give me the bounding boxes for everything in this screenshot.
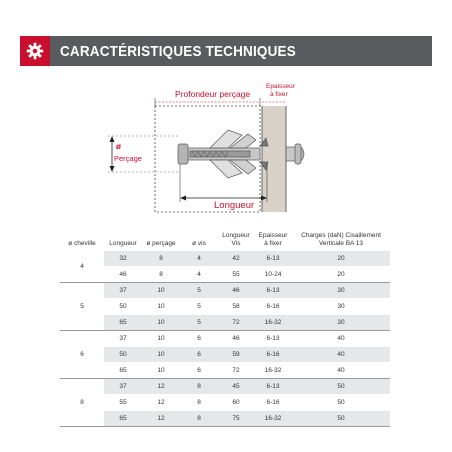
table-cell: 10-24 [254,267,292,283]
table-cell: 12 [142,411,180,427]
col-header-cheville: ø cheville [68,240,96,247]
table-cell: 10 [142,363,180,379]
table-cell: 58 [218,299,254,315]
epaisseur-label-line2: à fixer [270,91,288,98]
table-row [60,283,390,299]
table-cell: 65 [104,411,142,427]
table-cell: 8 [142,267,180,283]
table-cell: 6 [180,363,218,379]
table-cell: 50 [104,347,142,363]
cheville-cell: 4 [60,251,104,283]
diameter-symbol: ø [116,142,121,151]
spec-table [60,232,390,427]
table-cell: 6-13 [254,379,292,395]
table-cell: 37 [104,331,142,347]
table-cell: 65 [104,315,142,331]
table-cell: 46 [218,283,254,299]
table-header-row [60,232,390,251]
table-cell: 6-16 [254,347,292,363]
table-cell: 30 [292,299,390,315]
table-cell: 12 [142,395,180,411]
wall-section [262,106,286,212]
table-cell: 10 [142,299,180,315]
table-cell: 6-13 [254,283,292,299]
table-cell: 16-32 [254,363,292,379]
percage-label: Perçage [114,154,142,163]
table-cell: 37 [104,283,142,299]
cheville-cell: 5 [60,283,104,331]
table-cell: 20 [292,251,390,267]
col-header-charges: Charges (daN) Cisaillement Verticale BA 13 [301,232,381,247]
table-cell: 75 [218,411,254,427]
section-header [20,36,432,66]
table-cell: 6 [180,347,218,363]
anchor-drawing [90,80,360,220]
table-cell: 72 [218,315,254,331]
table-cell: 55 [218,267,254,283]
table-cell: 59 [218,347,254,363]
table-cell: 72 [218,363,254,379]
table-row [60,347,390,363]
table-cell: 5 [180,315,218,331]
col-header-longueur: Longueur [109,240,137,247]
table-row [60,379,390,395]
table-cell: 6 [180,331,218,347]
table-cell: 5 [180,299,218,315]
table-cell: 50 [292,411,390,427]
table-cell: 30 [292,283,390,299]
table-cell: 45 [218,379,254,395]
table-row [60,267,390,283]
table-cell: 6-16 [254,395,292,411]
table-cell: 65 [104,363,142,379]
table-row [60,315,390,331]
table-cell: 12 [142,379,180,395]
table-cell: 37 [104,379,142,395]
table-cell: 10 [142,283,180,299]
table-cell: 5 [180,283,218,299]
header-icon-box [20,36,50,66]
col-header-percage: ø perçage [146,240,176,247]
table-row [60,395,390,411]
table-cell: 10 [142,347,180,363]
table-cell: 46 [218,331,254,347]
col-header-vis: ø vis [192,240,206,247]
table-cell: 4 [180,267,218,283]
table-cell: 6-13 [254,251,292,267]
table-cell: 16-32 [254,315,292,331]
table-row [60,299,390,315]
table-cell: 6-16 [254,299,292,315]
table-row [60,411,390,427]
table-cell: 6-13 [254,331,292,347]
epaisseur-label-line1: Epaisseur [266,83,295,90]
anchor-diagram [90,80,360,220]
table-cell: 40 [292,331,390,347]
table-cell: 10 [142,331,180,347]
profondeur-label: Profondeur perçage [175,89,251,99]
table-row [60,363,390,379]
table-row [60,251,390,267]
section-title: CARACTÉRISTIQUES TECHNIQUES [60,42,296,60]
table-cell: 40 [292,347,390,363]
col-header-epaisseur: Epaisseur à fixer [258,232,288,247]
table-cell: 50 [292,379,390,395]
table-cell: 50 [292,395,390,411]
table-cell: 42 [218,251,254,267]
table-cell: 8 [180,411,218,427]
table-cell: 46 [104,267,142,283]
table-cell: 60 [218,395,254,411]
table-cell: 4 [180,251,218,267]
cheville-cell: 6 [60,331,104,379]
table-cell: 8 [180,395,218,411]
table-cell: 10 [142,315,180,331]
table-cell: 16-32 [254,411,292,427]
table-cell: 30 [292,315,390,331]
table-row [60,331,390,347]
gear-icon [26,42,44,60]
longueur-label: Longueur [214,200,255,211]
table-cell: 55 [104,395,142,411]
table-cell: 50 [104,299,142,315]
table-cell: 32 [104,251,142,267]
table-cell: 8 [142,251,180,267]
table-cell: 8 [180,379,218,395]
col-header-longueur-vis: Longueur Vis [222,232,250,247]
table-cell: 40 [292,363,390,379]
cheville-cell: 8 [60,379,104,427]
table-cell: 20 [292,267,390,283]
